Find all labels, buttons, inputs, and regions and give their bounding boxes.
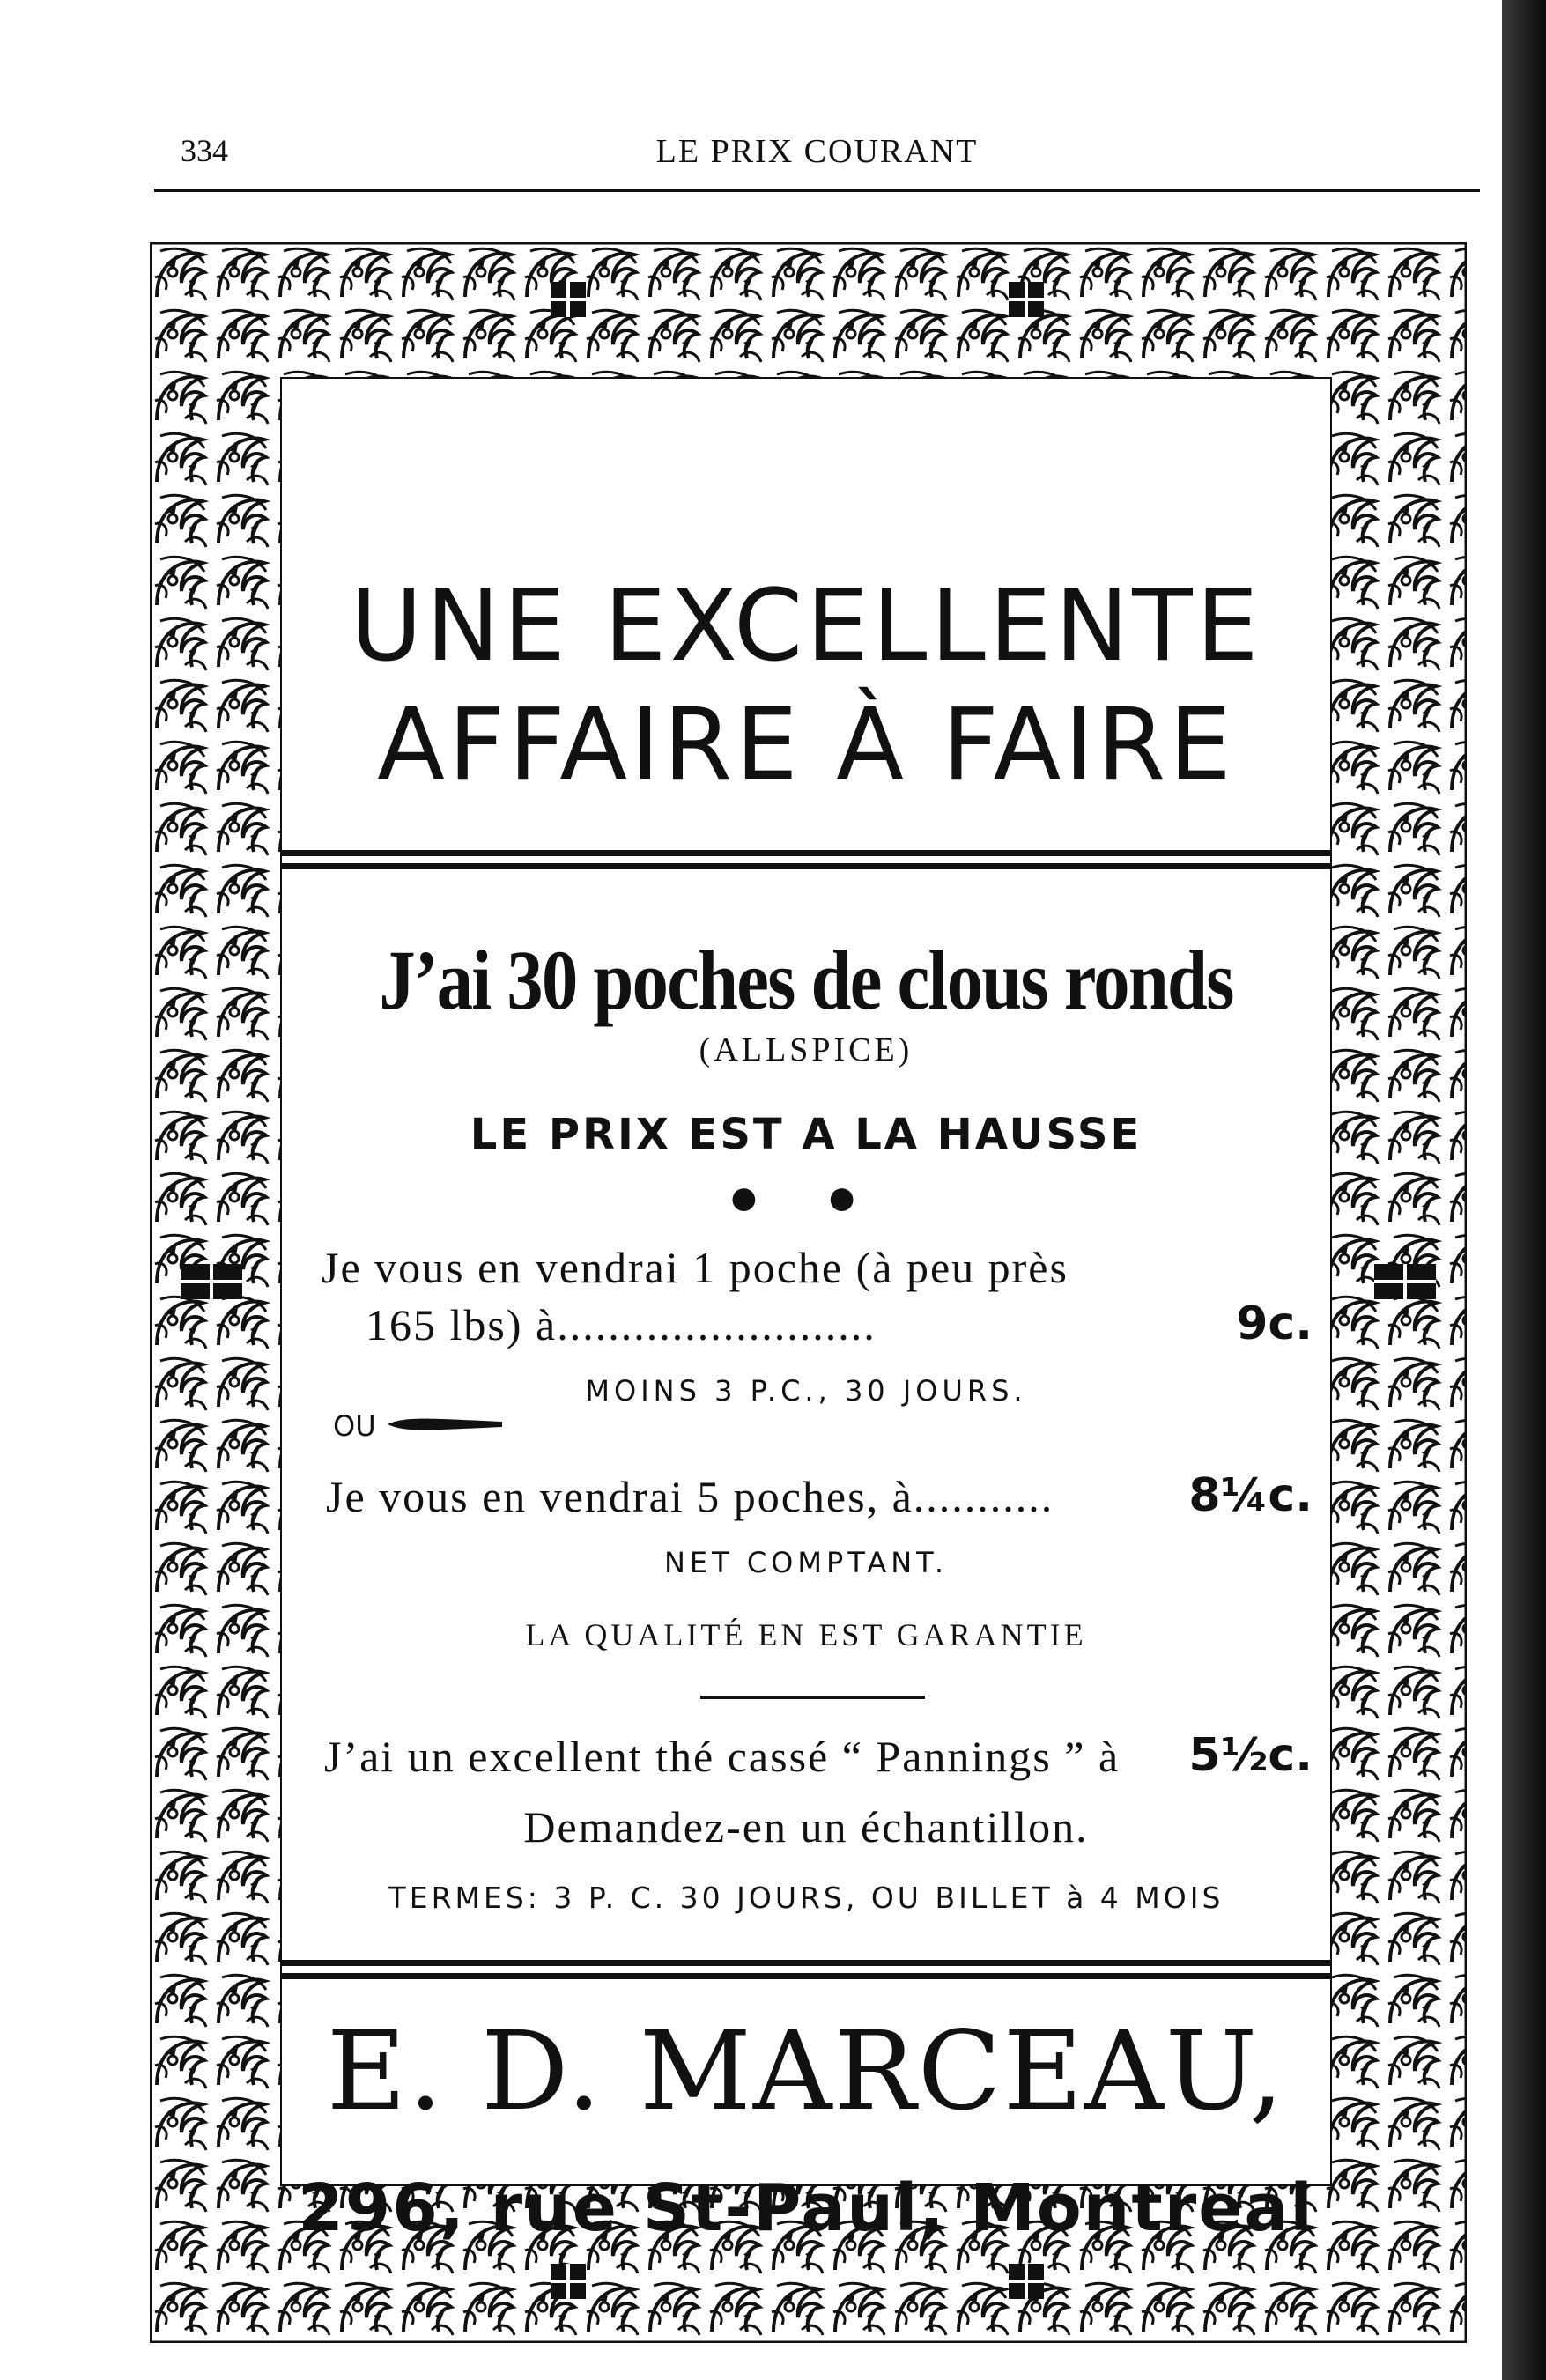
- headline: J’ai 30 poches de clous ronds: [379, 933, 1233, 1027]
- sample-request: Demandez-en un échantillon.: [523, 1802, 1089, 1852]
- merchant-address: 296, rue St-Paul, Montreal: [298, 2170, 1314, 2246]
- offer1-line2: 165 lbs) à.........................: [366, 1300, 877, 1349]
- page-header: [154, 132, 1480, 176]
- payment-terms: TERMES: 3 P. C. 30 JOURS, OU BILLET à 4 MOIS: [388, 1881, 1224, 1915]
- tea-offer: J’ai un excellent thé cassé “ Pannings ” à: [324, 1732, 1121, 1781]
- title-line-2: AFFAIRE À FAIRE: [377, 688, 1235, 802]
- tea-price: 5½c.: [1188, 1729, 1313, 1782]
- short-rule: [700, 1696, 925, 1699]
- page-edge-shadow: [1502, 0, 1546, 2380]
- title-line-1: UNE EXCELLENTE: [350, 569, 1262, 684]
- ad-panel: [282, 379, 1330, 2246]
- double-rule-lower: [282, 1960, 1330, 1979]
- price-rising-notice: LE PRIX EST A LA HAUSSE: [470, 1110, 1143, 1159]
- offer1-line1: Je vous en vendrai 1 poche (à peu près: [322, 1243, 1069, 1292]
- offer2-terms: NET COMPTANT.: [663, 1546, 949, 1579]
- subheadline: (ALLSPICE): [699, 1031, 914, 1068]
- pointer-arrow-icon: [388, 1411, 502, 1438]
- or-label: OU: [333, 1409, 376, 1443]
- offer1-terms: MOINS 3 P.C., 30 JOURS.: [585, 1374, 1027, 1408]
- running-title: LE PRIX COURANT: [655, 133, 979, 170]
- double-rule: [282, 850, 1330, 869]
- bullet-dots: ● ●: [728, 1168, 884, 1226]
- header-rule: [154, 189, 1480, 192]
- page-number: 334: [181, 133, 228, 168]
- quality-guarantee: LA QUALITÉ EN EST GARANTIE: [525, 1617, 1087, 1652]
- offer2-text: Je vous en vendrai 5 poches, à...........: [326, 1472, 1054, 1521]
- merchant-name: E. D. MARCEAU,: [326, 2008, 1286, 2135]
- offer2-price: 8¼c.: [1188, 1469, 1313, 1522]
- offer1-price: 9c.: [1236, 1297, 1313, 1350]
- advertisement: [150, 242, 1467, 2343]
